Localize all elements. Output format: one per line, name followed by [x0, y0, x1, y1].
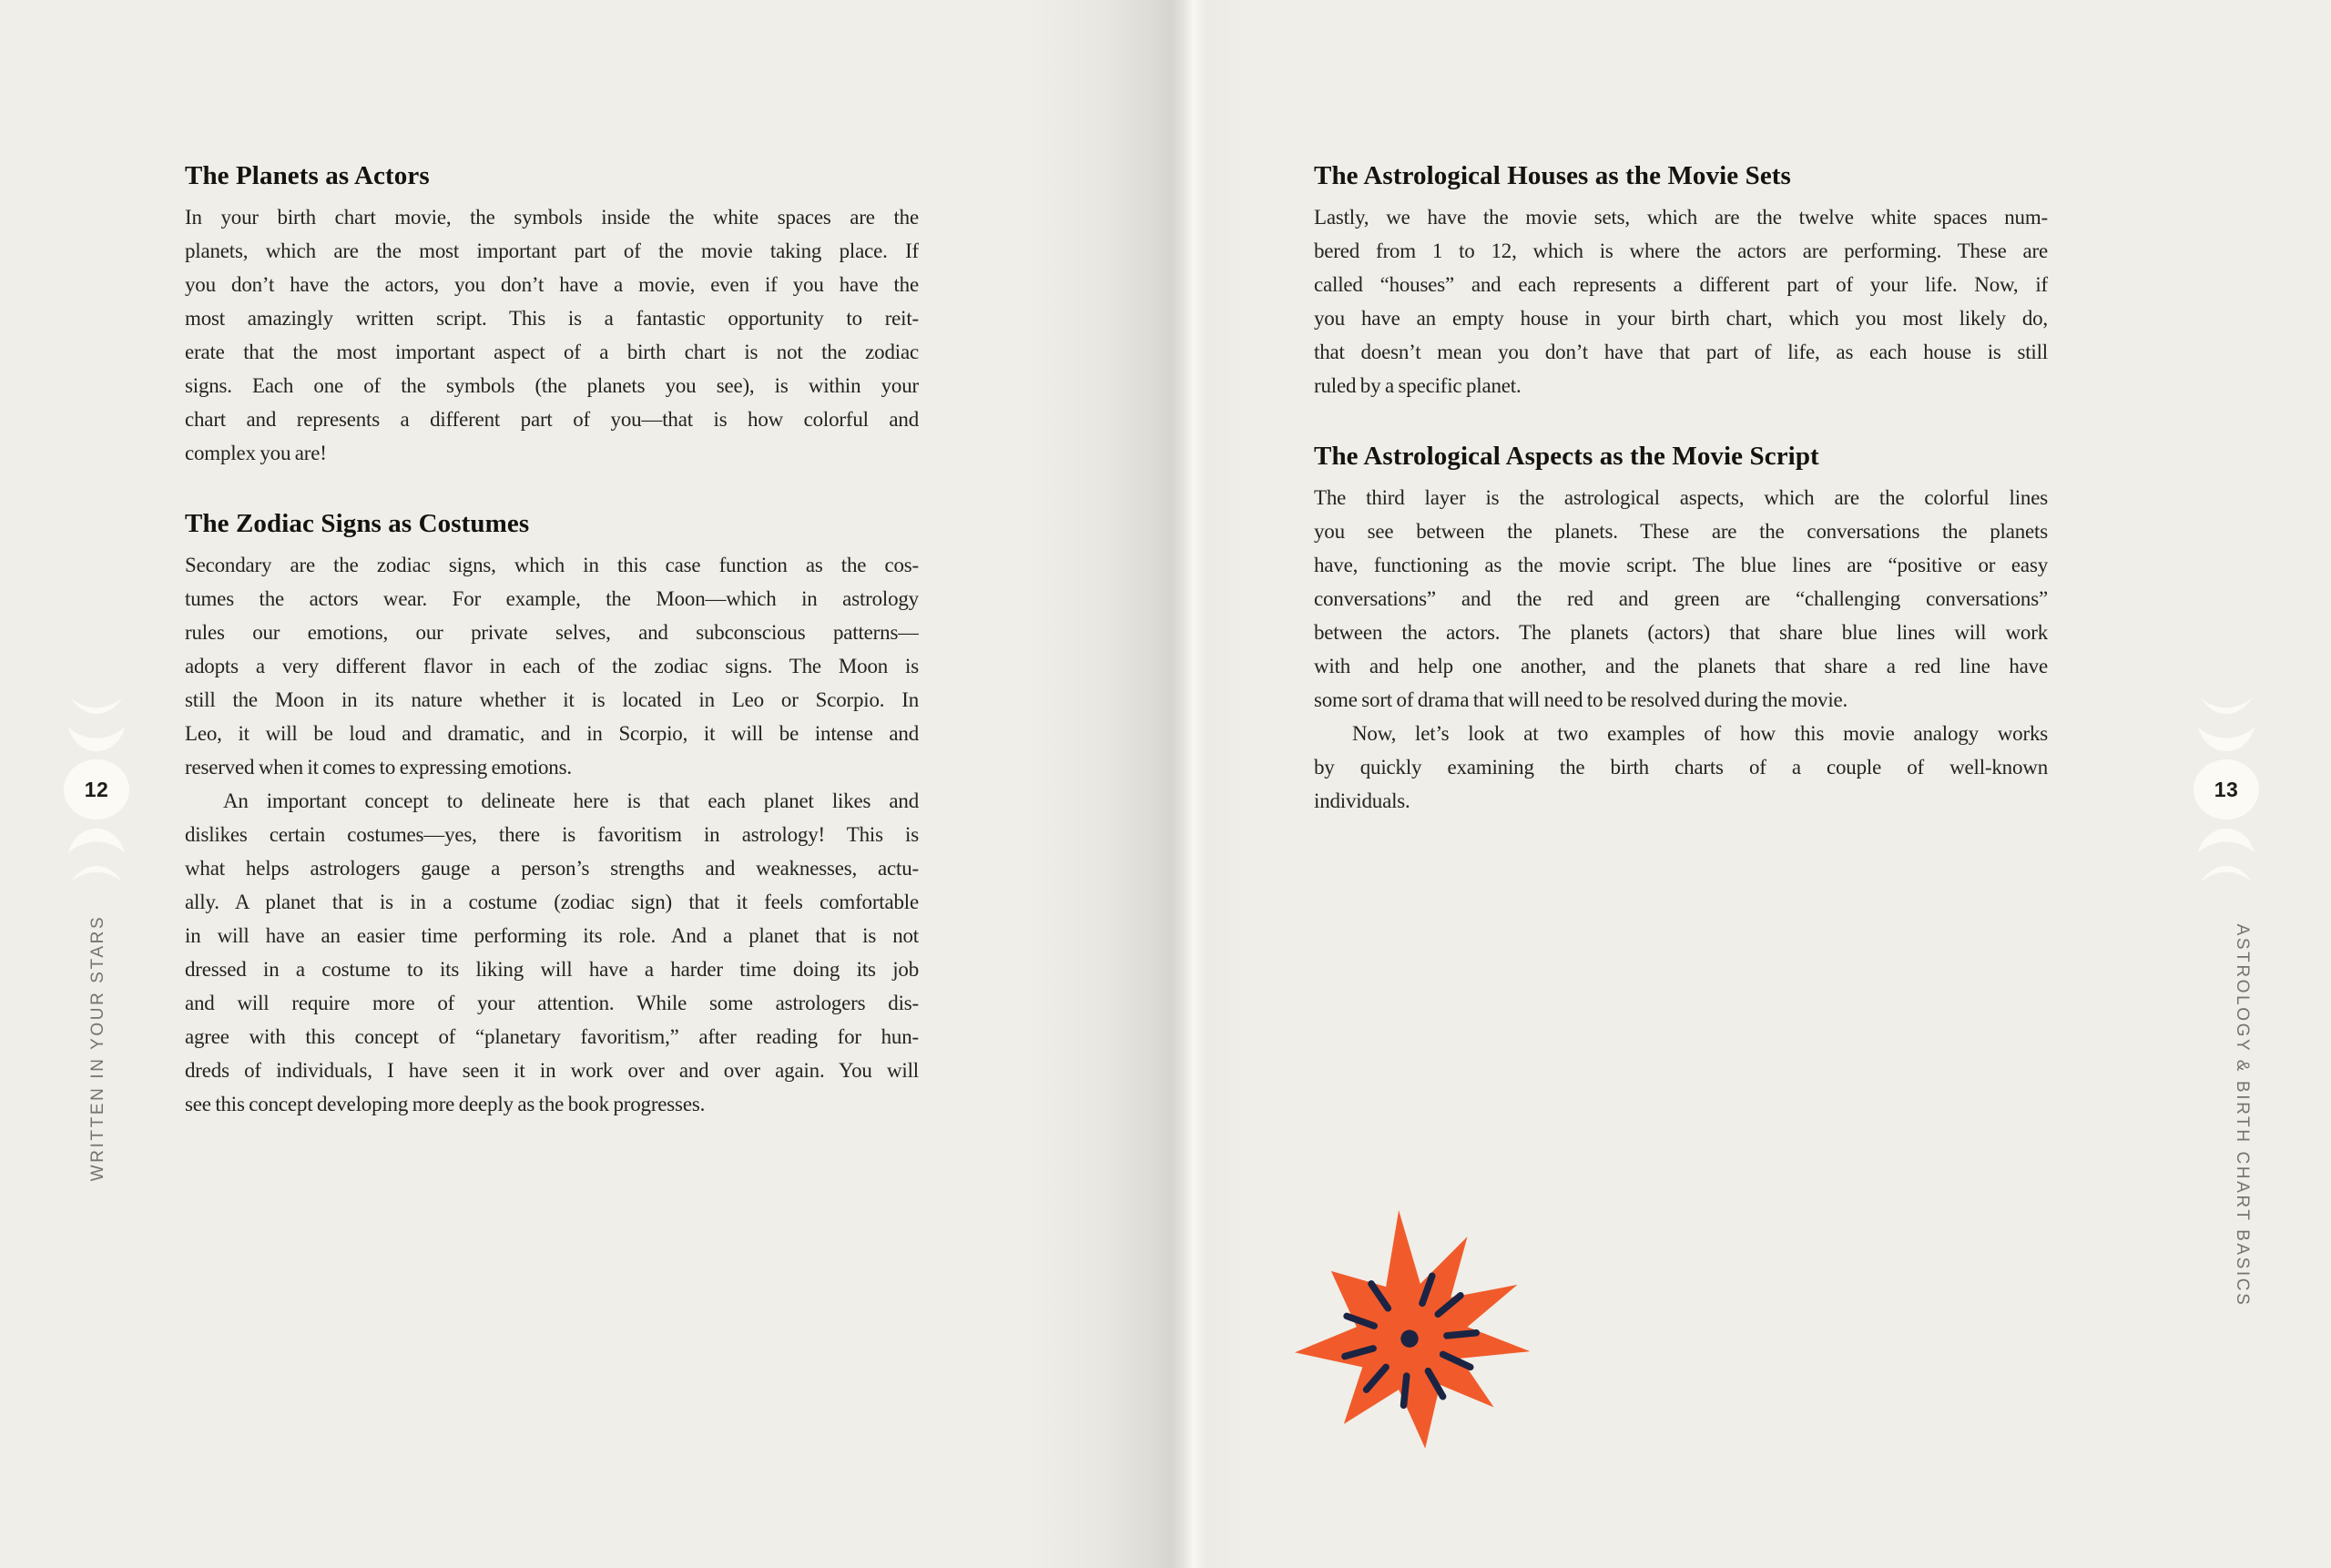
- right-page-text-column: [1314, 160, 2048, 818]
- text-line: ally. A planet that is in a costume (zodiac sign) that it feels comfortable: [185, 891, 919, 913]
- text-line: complex you are!: [185, 442, 327, 464]
- gibbous-moon-icon: [2196, 828, 2256, 857]
- paragraph: [1314, 200, 2048, 402]
- text-line: rules our emotions, our private selves, and subconscious patterns—: [185, 621, 919, 644]
- text-line: The third layer is the astrological aspects, which are the colorful lines: [1314, 486, 2048, 509]
- text-line: what helps astrologers gauge a person’s strengths and weaknesses, actu-: [185, 857, 919, 880]
- right-moon-phase-stack: [2190, 692, 2263, 888]
- text-line: Lastly, we have the movie sets, which are the twelve white spaces num-: [1314, 206, 2048, 229]
- crescent-moon-icon: [2198, 864, 2255, 888]
- text-line: tumes the actors wear. For example, the Moon—which in astrology: [185, 587, 919, 610]
- section-zodiac-signs-as-costumes: [185, 508, 919, 1121]
- text-line: signs. Each one of the symbols (the planets you see), is within your: [185, 374, 919, 397]
- section-houses-as-movie-sets: [1314, 160, 2048, 402]
- section-heading: The Planets as Actors: [185, 161, 430, 190]
- text-line: agree with this concept of “planetary favoritism,” after reading for hun-: [185, 1025, 919, 1048]
- section-heading: The Astrological Houses as the Movie Sets: [1314, 161, 1791, 190]
- text-line: most amazingly written script. This is a fantastic opportunity to reit-: [185, 307, 919, 330]
- starburst-center-dot: [1400, 1329, 1418, 1347]
- text-line: and will require more of your attention. While some astrologers dis-: [185, 992, 919, 1014]
- text-line: individuals.: [1314, 789, 1410, 812]
- crescent-moon-icon: [68, 692, 125, 716]
- page-number: 12: [84, 777, 109, 801]
- left-margin-book-title: WRITTEN IN YOUR STARS: [88, 914, 107, 1182]
- text-line: An important concept to delineate here is that each planet likes and: [223, 789, 919, 812]
- text-line: between the actors. The planets (actors) that share blue lines will work: [1314, 621, 2048, 644]
- text-line: that doesn’t mean you don’t have that part of life, as each house is still: [1314, 341, 2048, 363]
- text-line: reserved when it comes to expressing emotions.: [185, 756, 572, 779]
- paragraph: [185, 784, 919, 1121]
- text-line: by quickly examining the birth charts of a couple of well-known: [1314, 756, 2048, 779]
- text-line: still the Moon in its nature whether it is located in Leo or Scorpio. In: [185, 688, 919, 711]
- page-gutter-shadow: [1029, 0, 1275, 1568]
- text-line: dressed in a costume to its liking will have a harder time doing its job: [185, 958, 919, 981]
- text-line: Leo, it will be loud and dramatic, and in Scorpio, it will be intense and: [185, 722, 919, 745]
- text-line: dreds of individuals, I have seen it in work over and over again. You will: [185, 1059, 919, 1082]
- paragraph: [1314, 481, 2048, 717]
- text-line: erate that the most important aspect of a birth chart is not the zodiac: [185, 341, 919, 363]
- paragraph: [1314, 717, 2048, 818]
- text-line: some sort of drama that will need to be resolved during the movie.: [1314, 688, 1848, 711]
- full-moon-page-number-badge: [2194, 759, 2259, 820]
- paragraph: [185, 200, 919, 470]
- text-line: Now, let’s look at two examples of how this movie analogy works: [1352, 722, 2048, 745]
- text-line: called “houses” and each represents a different part of your life. Now, if: [1314, 273, 2048, 296]
- starburst-shape: [1295, 1210, 1530, 1449]
- full-moon-page-number-badge: [64, 759, 129, 820]
- right-margin-chapter-title: ASTROLOGY & BIRTH CHART BASICS: [2233, 923, 2252, 1308]
- left-page-text-column: [185, 160, 919, 1121]
- crescent-moon-icon: [2198, 692, 2255, 716]
- text-line: chart and represents a different part of you—that is how colorful and: [185, 408, 919, 431]
- text-line: bered from 1 to 12, which is where the actors are performing. These are: [1314, 239, 2048, 262]
- gibbous-moon-icon: [66, 828, 127, 857]
- section-aspects-as-movie-script: [1314, 441, 2048, 818]
- text-line: see this concept developing more deeply as the book progresses.: [185, 1093, 706, 1115]
- text-line: with and help one another, and the planets that share a red line have: [1314, 655, 2048, 677]
- gibbous-moon-icon: [66, 723, 127, 752]
- text-line: dislikes certain costumes—yes, there is favoritism in astrology! This is: [185, 823, 919, 846]
- text-line: in will have an easier time performing its role. And a planet that is not: [185, 924, 919, 947]
- text-line: Secondary are the zodiac signs, which in this case function as the cos-: [185, 554, 919, 576]
- section-heading: The Astrological Aspects as the Movie Script: [1314, 442, 1819, 471]
- paragraph: [185, 548, 919, 784]
- gibbous-moon-icon: [2196, 723, 2256, 752]
- text-line: In your birth chart movie, the symbols inside the white spaces are the: [185, 206, 919, 229]
- text-line: you see between the planets. These are the conversations the planets: [1314, 520, 2048, 543]
- text-line: adopts a very different flavor in each of the zodiac signs. The Moon is: [185, 655, 919, 677]
- crescent-moon-icon: [68, 864, 125, 888]
- section-heading: The Zodiac Signs as Costumes: [185, 509, 530, 538]
- text-line: ruled by a specific planet.: [1314, 374, 1522, 397]
- text-line: planets, which are the most important part of the movie taking place. If: [185, 239, 919, 262]
- page-number: 13: [2214, 777, 2239, 801]
- text-line: have, functioning as the movie script. The blue lines are “positive or easy: [1314, 554, 2048, 576]
- section-planets-as-actors: [185, 160, 919, 470]
- left-moon-phase-stack: [60, 692, 133, 888]
- text-line: conversations” and the red and green are “challenging conversations”: [1314, 587, 2048, 610]
- starburst-illustration: [1282, 1209, 1537, 1464]
- text-line: you don’t have the actors, you don’t have a movie, even if you have the: [185, 273, 919, 296]
- text-line: you have an empty house in your birth chart, which you most likely do,: [1314, 307, 2048, 330]
